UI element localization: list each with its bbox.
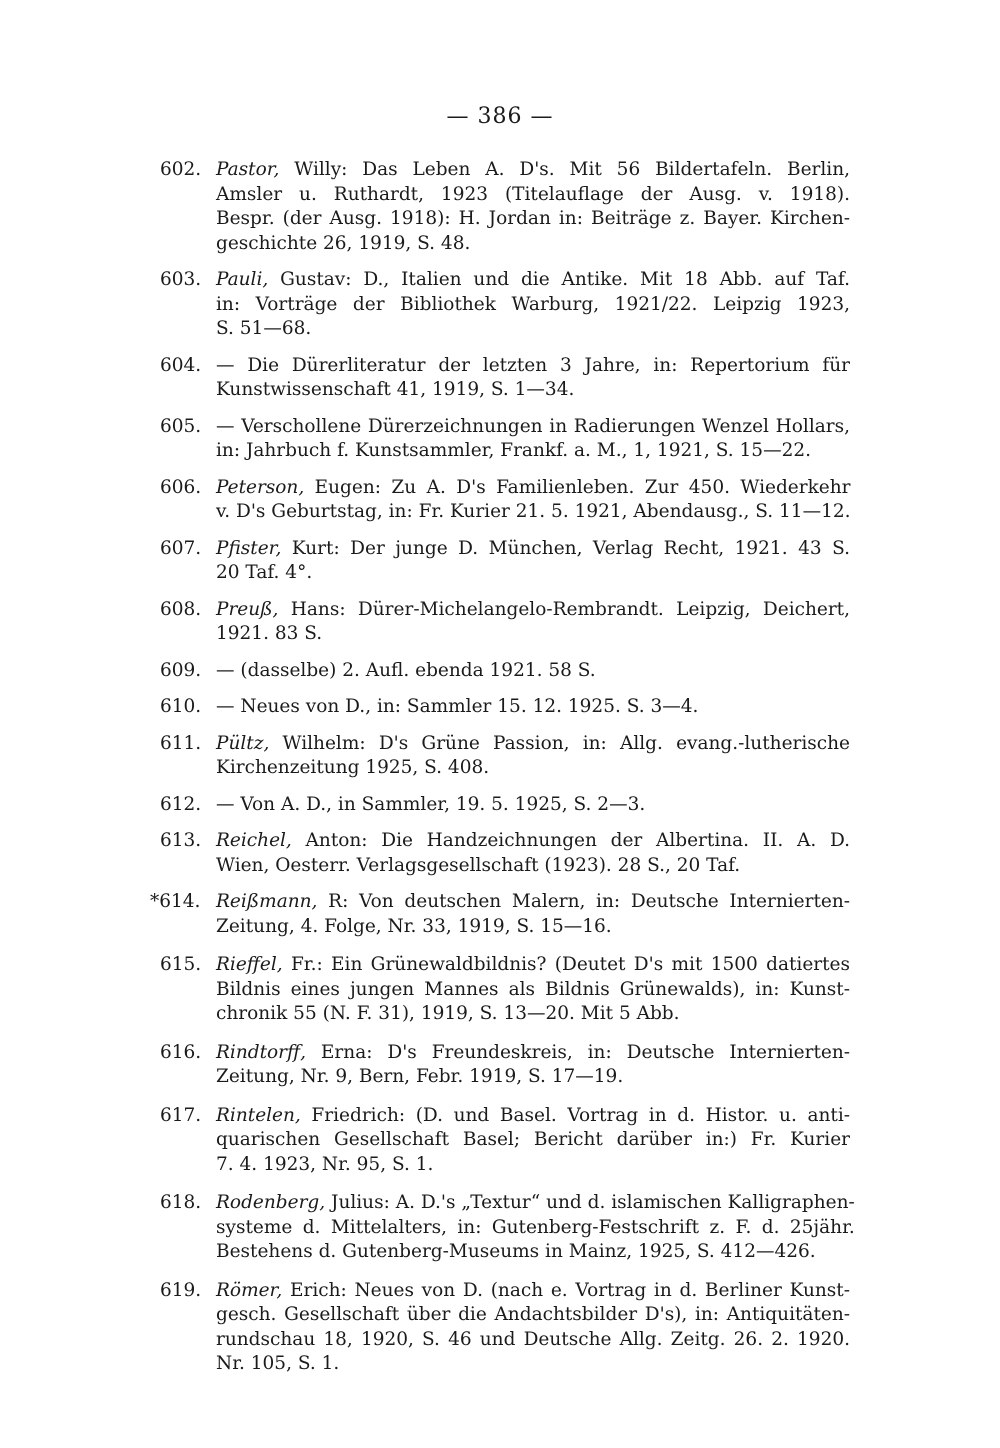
entry-text: [216, 354, 850, 403]
author-name: Rintelen,: [216, 1104, 301, 1126]
entry-line: 7. 4. 1923, Nr. 95, S. 1.: [216, 1153, 434, 1175]
entry-line: chronik 55 (N. F. 31), 1919, S. 13—20. Mit 5 Abb.: [216, 1003, 680, 1024]
entry-number: 607.: [160, 537, 202, 559]
entry-number: 602.: [160, 159, 202, 180]
entry-line: Kurt: Der junge D. München, Verlag Recht, 1921. 43 S.: [281, 537, 850, 559]
entry-number: 603.: [160, 269, 202, 290]
entry-line: Bestehens d. Gutenberg-Museums in Mainz, 1925, S. 412—426.: [216, 1241, 816, 1262]
entry-line: — Von A. D., in Sammler, 19. 5. 1925, S. 2—3.: [216, 793, 646, 815]
entry-number: 606.: [160, 476, 202, 498]
author-name: Preuß,: [216, 598, 279, 620]
entry-line: in: Jahrbuch f. Kunstsammler, Frankf. a. M., 1, 1921, S. 15—22.: [216, 440, 811, 461]
entry-619: [160, 1279, 850, 1377]
entry-606: [160, 476, 850, 525]
entry-line: Julius: A. D.'s „Textur“ und d. islamischen Kalligraphen-: [325, 1192, 855, 1213]
entry-618: [160, 1191, 855, 1265]
entry-602: [160, 158, 850, 256]
author-name: Pauli,: [216, 269, 269, 290]
entry-608: [160, 598, 850, 647]
entry-number: 604.: [160, 354, 202, 376]
entry-614: [150, 890, 850, 939]
entry-617: [160, 1104, 850, 1178]
bibliography-list: [150, 158, 855, 1377]
entry-609: [160, 659, 850, 684]
entry-text: [216, 1279, 850, 1377]
entry-line: rundschau 18, 1920, S. 46 und Deutsche Allg. Zeitg. 26. 2. 1920.: [216, 1328, 850, 1350]
entry-line: S. 51—68.: [216, 318, 312, 339]
entry-615: [160, 953, 850, 1027]
entry-605: [160, 415, 850, 464]
entry-text: [216, 659, 850, 684]
entry-text: [216, 695, 850, 720]
author-name: Reißmann,: [216, 891, 318, 912]
author-name: Rindtorff,: [216, 1041, 307, 1063]
entry-line: Kunstwissenschaft 41, 1919, S. 1—34.: [216, 379, 575, 400]
entry-number: 605.: [160, 415, 202, 437]
author-name: Reichel,: [216, 830, 292, 851]
entry-text: [216, 732, 850, 781]
entry-line: Nr. 105, S. 1.: [216, 1353, 340, 1374]
entry-line: R: Von deutschen Malern, in: Deutsche Internierten-: [317, 891, 850, 912]
entry-line: Fr.: Ein Grünewaldbildnis? (Deutet D's mit 1500 datiertes: [282, 954, 850, 975]
entry-number: 613.: [160, 830, 202, 851]
entry-text: [216, 476, 851, 525]
entry-line: Zeitung, Nr. 9, Bern, Febr. 1919, S. 17—19.: [216, 1066, 624, 1087]
entry-616: [160, 1041, 850, 1090]
entry-text: [216, 1104, 850, 1178]
entry-number: 617.: [160, 1104, 202, 1126]
author-name: Pfister,: [216, 537, 282, 559]
entry-text: [216, 415, 850, 464]
entry-text: [216, 890, 850, 939]
entry-line: — (dasselbe) 2. Aufl. ebenda 1921. 58 S.: [216, 659, 596, 681]
entry-line: Zeitung, 4. Folge, Nr. 33, 1919, S. 15—16.: [216, 915, 612, 937]
author-name: Pültz,: [216, 732, 270, 754]
entry-number: 611.: [160, 732, 202, 754]
entry-number: 619.: [160, 1279, 202, 1301]
entry-text: [216, 598, 850, 647]
entry-line: 20 Taf. 4°.: [216, 562, 313, 583]
entry-line: gesch. Gesellschaft über die Andachtsbilder D's), in: Antiquitäten-: [216, 1304, 850, 1325]
author-name: Rodenberg,: [216, 1192, 326, 1213]
entry-number: 612.: [160, 793, 202, 815]
entry-line: 1921. 83 S.: [216, 623, 323, 644]
entry-text: [216, 1191, 855, 1265]
entry-613: [160, 829, 850, 878]
entry-611: [160, 732, 850, 781]
entry-line: Willy: Das Leben A. D's. Mit 56 Bildertafeln. Berlin,: [279, 159, 850, 180]
entry-line: — Verschollene Dürerzeichnungen in Radierungen Wenzel Hollars,: [216, 415, 850, 437]
entry-line: Bespr. (der Ausg. 1918): H. Jordan in: Beiträge z. Bayer. Kirchen-: [216, 208, 850, 229]
entry-line: Wilhelm: D's Grüne Passion, in: Allg. evang.-lutherische: [269, 732, 850, 754]
entry-number: 610.: [160, 696, 202, 717]
entry-text: [216, 537, 850, 586]
entry-line: quarischen Gesellschaft Basel; Bericht darüber in:) Fr. Kurier: [216, 1129, 850, 1150]
entry-line: Amsler u. Ruthardt, 1923 (Titelauflage der Ausg. v. 1918).: [216, 183, 850, 205]
entry-line: v. D's Geburtstag, in: Fr. Kurier 21. 5. 1921, Abendausg., S. 11—12.: [216, 501, 851, 522]
entry-text: [216, 158, 850, 256]
entry-610: [160, 695, 850, 720]
entry-line: — Die Dürerliteratur der letzten 3 Jahre, in: Repertorium für: [216, 354, 850, 376]
entry-text: [216, 953, 850, 1027]
entry-line: Erna: D's Freundeskreis, in: Deutsche Internierten-: [306, 1041, 850, 1063]
entry-line: geschichte 26, 1919, S. 48.: [216, 232, 471, 254]
entry-line: Hans: Dürer-Michelangelo-Rembrandt. Leipzig, Deichert,: [278, 598, 850, 620]
entry-number: 618.: [160, 1192, 202, 1213]
author-name: Pastor,: [216, 159, 280, 180]
entry-line: Gustav: D., Italien und die Antike. Mit 18 Abb. auf Taf.: [268, 269, 850, 290]
entry-text: [216, 793, 850, 818]
entry-line: Kirchenzeitung 1925, S. 408.: [216, 757, 490, 778]
entry-line: Erich: Neues von D. (nach e. Vortrag in d. Berliner Kunst-: [282, 1279, 850, 1301]
entry-text: [216, 268, 850, 342]
entry-604: [160, 354, 850, 403]
entry-text: [216, 1041, 850, 1090]
author-name: Peterson,: [216, 476, 305, 498]
entry-line: Friedrich: (D. und Basel. Vortrag in d. Histor. u. anti-: [300, 1104, 850, 1126]
entry-607: [160, 537, 850, 586]
entry-text: [216, 829, 850, 878]
entry-line: Wien, Oesterr. Verlagsgesellschaft (1923). 28 S., 20 Taf.: [216, 854, 741, 876]
entry-line: Bildnis eines jungen Mannes als Bildnis Grünewalds), in: Kunst-: [216, 978, 850, 1000]
entry-number: 615.: [160, 954, 202, 975]
entry-line: Eugen: Zu A. D's Familienleben. Zur 450. Wiederkehr: [304, 476, 851, 498]
entry-number: 609.: [160, 659, 202, 681]
author-name: Rieffel,: [216, 954, 283, 975]
author-name: Römer,: [216, 1279, 283, 1301]
entry-number: 616.: [160, 1041, 202, 1063]
entry-line: — Neues von D., in: Sammler 15. 12. 1925. S. 3—4.: [216, 696, 699, 717]
entry-line: Anton: Die Handzeichnungen der Albertina. II. A. D.: [291, 830, 850, 851]
entry-612: [160, 793, 850, 818]
entry-line: in: Vorträge der Bibliothek Warburg, 1921/22. Leipzig 1923,: [216, 293, 850, 315]
page-number: — 386 —: [446, 104, 554, 129]
entry-line: systeme d. Mittelalters, in: Gutenberg-Festschrift z. F. d. 25jähr.: [216, 1216, 855, 1238]
entry-number: *614.: [150, 891, 201, 912]
entry-603: [160, 268, 850, 342]
entry-number: 608.: [160, 598, 202, 620]
